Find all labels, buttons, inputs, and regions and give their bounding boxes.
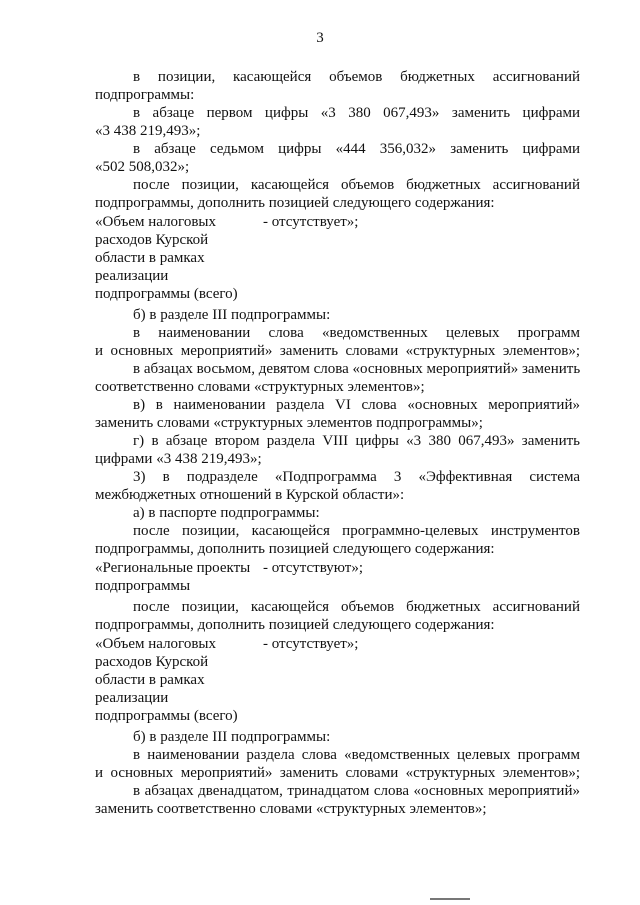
table-cell-right: - отсутствует»; — [263, 636, 359, 652]
table-cell-left: расходов Курской — [95, 232, 209, 248]
text-line: б) в разделе III подпрограммы: — [133, 729, 331, 745]
text-line: в абзацах восьмом, девятом слова «основных мероприятий» заменить — [133, 361, 581, 377]
text-line: в позиции, касающейся объемов бюджетных ассигнований — [133, 69, 580, 85]
table-cell-left: «Региональные проекты — [95, 560, 251, 576]
table-cell-left: подпрограммы — [95, 578, 191, 594]
table-cell-left: подпрограммы (всего) — [95, 708, 238, 724]
text-line: соответственно словами «структурных элементов»; — [95, 379, 425, 395]
text-line: в абзаце седьмом цифры «444 356,032» заменить цифрами — [133, 141, 580, 157]
table-cell-right: - отсутствует»; — [263, 214, 359, 230]
table-cell-left: области в рамках — [95, 250, 205, 266]
table-cell-left: «Объем налоговых — [95, 636, 216, 652]
table-cell-right: - отсутствуют»; — [263, 560, 363, 576]
text-line: цифрами «3 438 219,493»; — [95, 451, 262, 467]
text-line: в наименовании раздела слова «ведомственных целевых программ — [133, 747, 580, 763]
table-cell-left: «Объем налоговых — [95, 214, 216, 230]
text-line: после позиции, касающейся объемов бюджетных ассигнований — [133, 177, 580, 193]
text-line: и основных мероприятий» заменить словами «структурных элементов»; — [95, 765, 580, 781]
table-cell-left: области в рамках — [95, 672, 205, 688]
page-number: 3 — [316, 30, 324, 46]
text-line: «502 508,032»; — [95, 159, 190, 175]
text-line: после позиции, касающейся программно-целевых инструментов — [133, 523, 580, 539]
scan-mark — [430, 898, 470, 900]
text-line: 3) в подразделе «Подпрограмма 3 «Эффективная система — [133, 469, 580, 485]
text-line: подпрограммы, дополнить позицией следующего содержания: — [95, 541, 495, 557]
text-line: заменить словами «структурных элементов подпрограммы»; — [95, 415, 483, 431]
table-cell-left: реализации — [95, 268, 169, 284]
text-line: и основных мероприятий» заменить словами «структурных элементов»; — [95, 343, 580, 359]
text-line: «3 438 219,493»; — [95, 123, 201, 139]
text-line: подпрограммы: — [95, 87, 195, 103]
table-cell-left: подпрограммы (всего) — [95, 286, 238, 302]
text-line: в наименовании слова «ведомственных целевых программ — [133, 325, 580, 341]
text-line: после позиции, касающейся объемов бюджетных ассигнований — [133, 599, 580, 615]
text-line: б) в разделе III подпрограммы: — [133, 307, 331, 323]
text-line: г) в абзаце втором раздела VIII цифры «3 380 067,493» заменить — [133, 433, 580, 449]
text-line: в абзаце первом цифры «3 380 067,493» заменить цифрами — [133, 105, 580, 121]
table-cell-left: реализации — [95, 690, 169, 706]
text-line: подпрограммы, дополнить позицией следующего содержания: — [95, 617, 495, 633]
text-line: в абзацах двенадцатом, тринадцатом слова «основных мероприятий» — [133, 783, 580, 799]
text-line: подпрограммы, дополнить позицией следующего содержания: — [95, 195, 495, 211]
text-line: в) в наименовании раздела VI слова «основных мероприятий» — [133, 397, 580, 413]
text-line: а) в паспорте подпрограммы: — [133, 505, 320, 521]
text-line: заменить соответственно словами «структурных элементов»; — [95, 801, 487, 817]
text-line: межбюджетных отношений в Курской области»: — [95, 487, 405, 503]
table-cell-left: расходов Курской — [95, 654, 209, 670]
